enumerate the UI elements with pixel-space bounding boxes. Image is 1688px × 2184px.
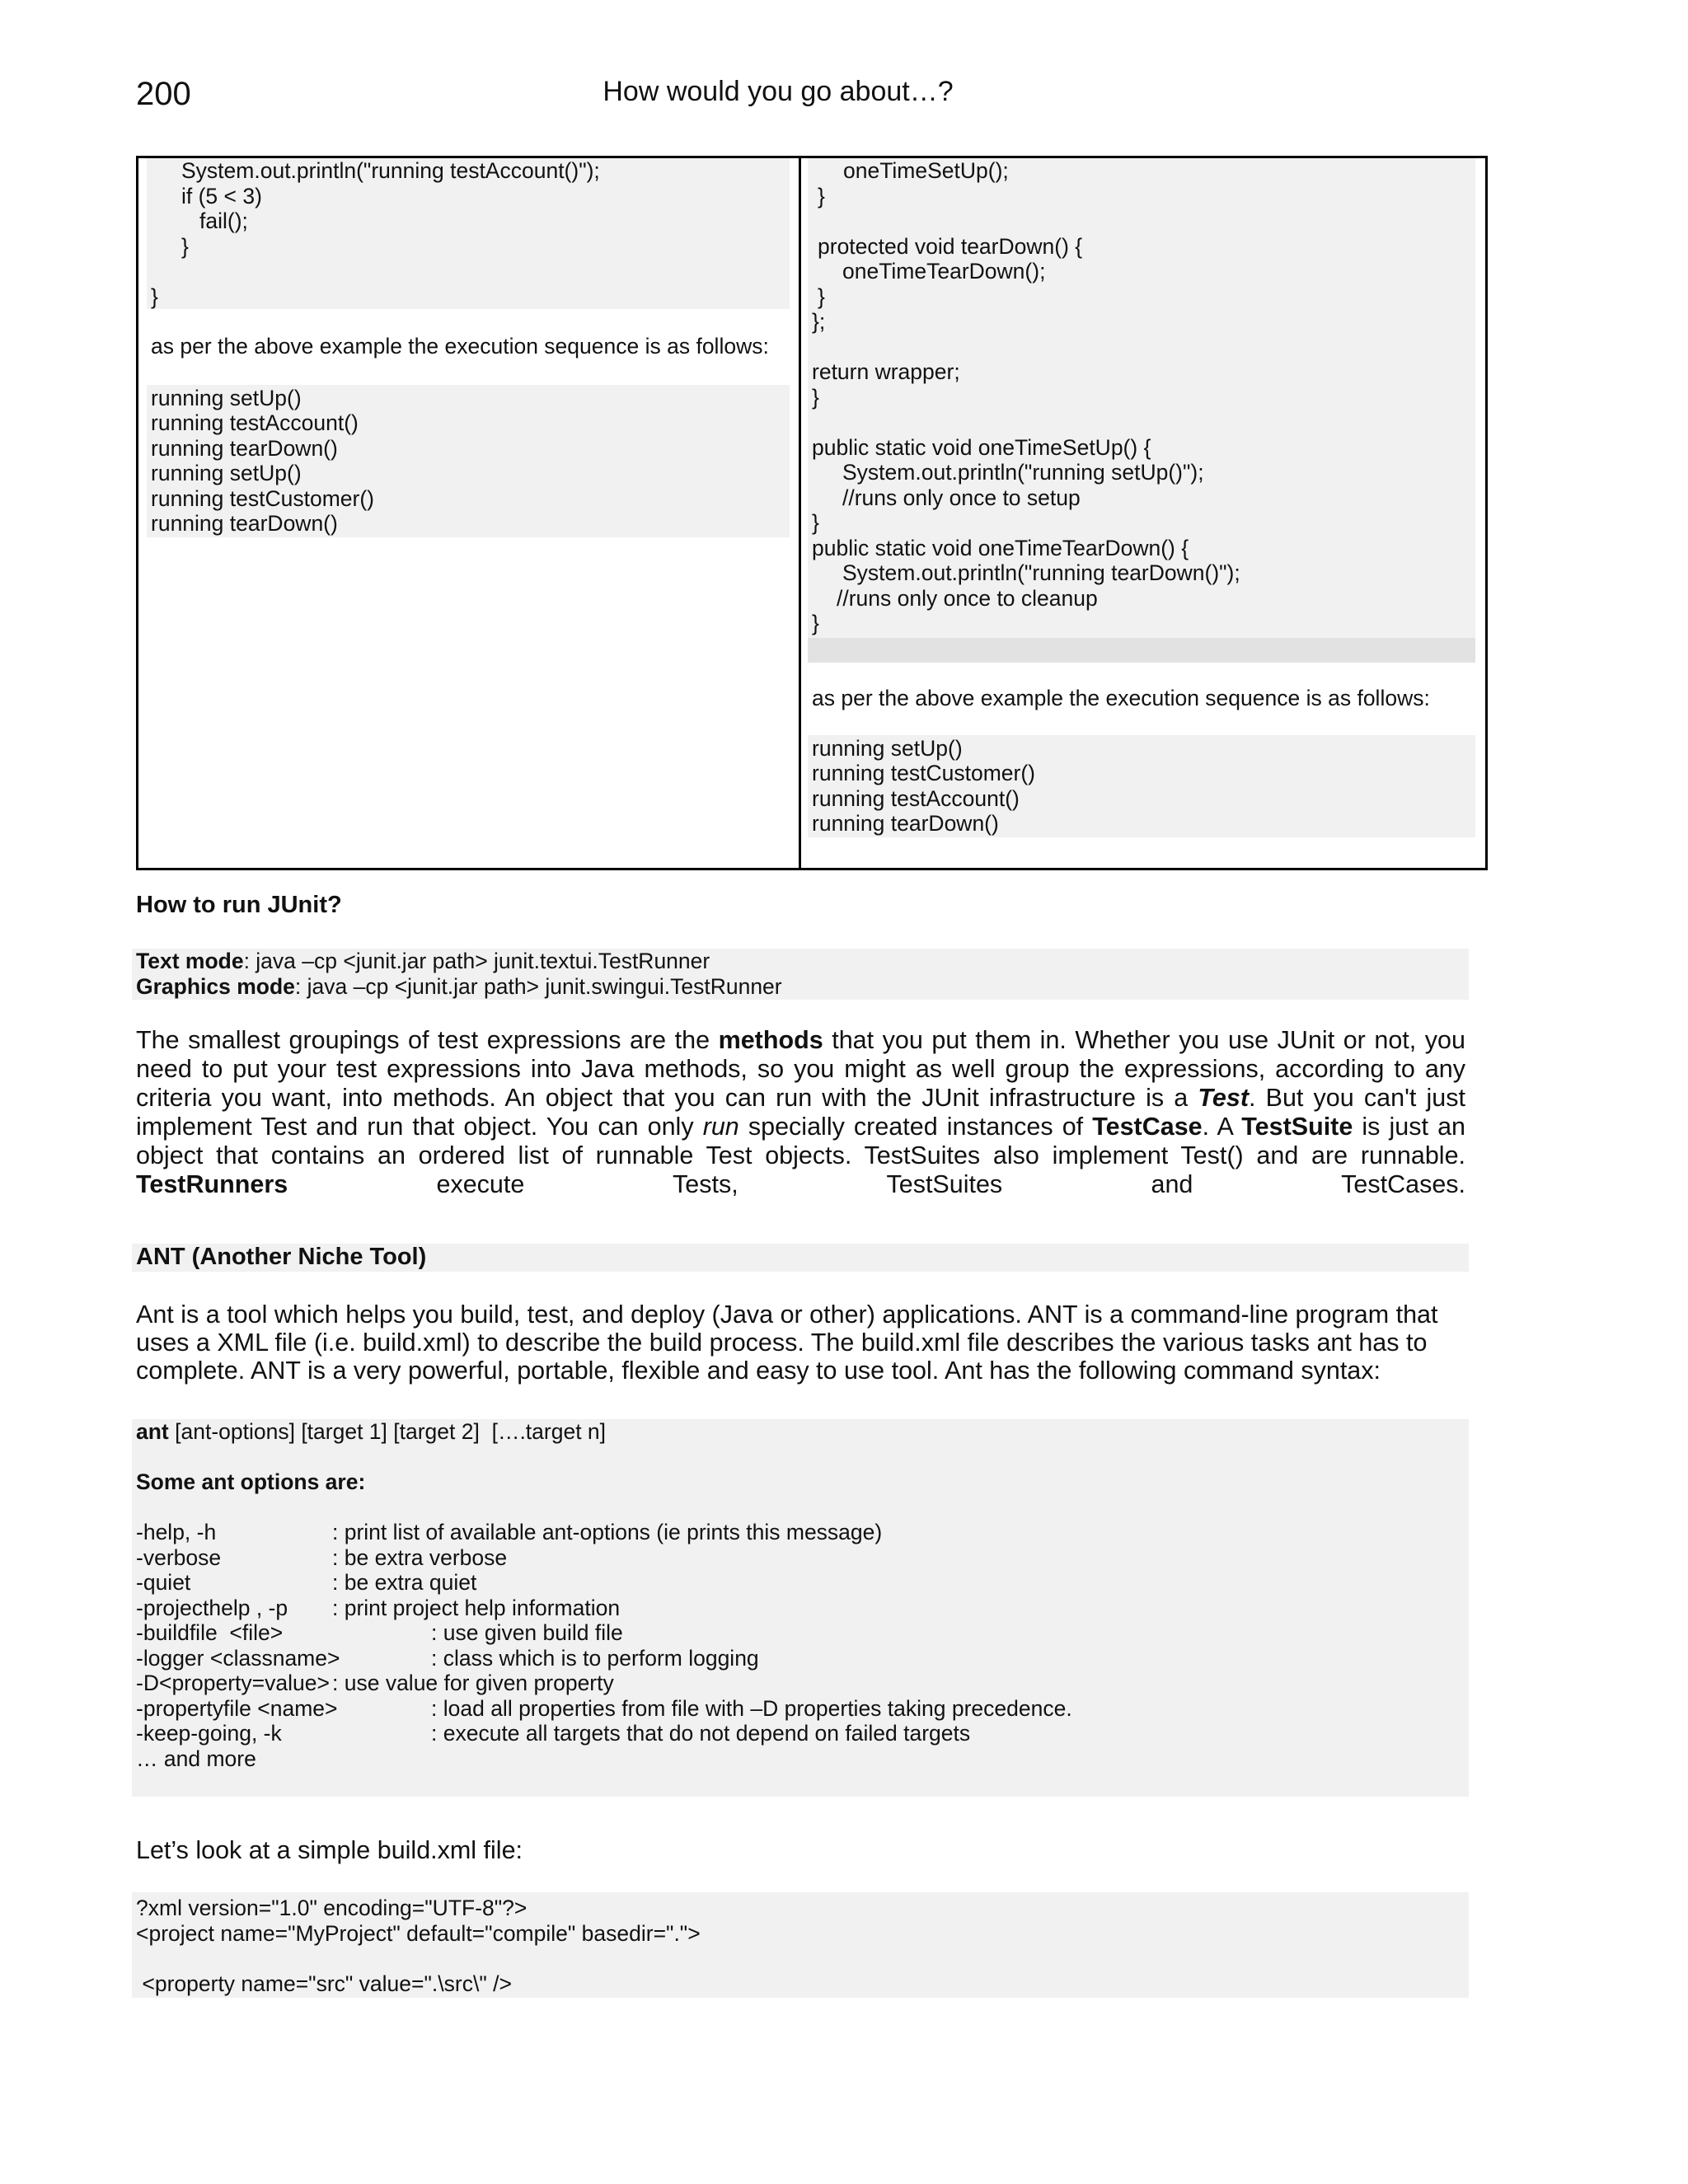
code-line: public static void oneTimeTearDown() {: [812, 536, 1189, 560]
paragraph-text: that you put them in. Whether you use JUnit or not, you need to put your test expressions into Java methods, so you might as well group the expressions, according to any criteria you want, into methods. An object that you can run with the JUnit infrastructure is a: [136, 1026, 1465, 1112]
test-paragraph: [136, 1026, 1465, 1199]
graphics-mode-line: [136, 974, 782, 1000]
right-code-block-end: [808, 638, 1475, 663]
buildxml-intro: Let’s look at a simple build.xml file:: [136, 1836, 523, 1864]
paragraph-italic: run: [702, 1113, 739, 1141]
option-name: -propertyfile <name>: [136, 1696, 338, 1721]
page-number: 200: [136, 76, 191, 112]
ant-intro-line: Ant is a tool which helps you build, test, and deploy (Java or other) applications. ANT is a command-line program that: [136, 1301, 1438, 1329]
sequence-line: running testCustomer(): [151, 486, 374, 511]
sequence-line: running setUp(): [151, 461, 302, 485]
sequence-line: running testCustomer(): [812, 761, 1035, 785]
paragraph-bold: TestCase: [1092, 1113, 1203, 1141]
text-mode-command: : java –cp <junit.jar path> junit.textui.TestRunner: [243, 949, 710, 973]
option-name: -buildfile <file>: [136, 1620, 284, 1645]
option-name: -keep-going, -k: [136, 1721, 282, 1746]
sequence-intro: as per the above example the execution sequence is as follows:: [151, 334, 769, 359]
paragraph-bold: TestSuite: [1241, 1113, 1353, 1141]
option-desc: : execute all targets that do not depend on failed targets: [431, 1721, 971, 1746]
code-line: System.out.println("running tearDown()");: [842, 560, 1240, 585]
option-desc: : print list of available ant-options (ie prints this message): [332, 1520, 883, 1544]
sequence-line: running tearDown(): [151, 511, 338, 536]
ant-syntax-args: [ant-options] [target 1] [target 2] [….target n]: [168, 1419, 607, 1444]
paragraph-text: . A: [1202, 1113, 1242, 1141]
option-name: -help, -h: [136, 1520, 217, 1544]
code-line: //runs only once to cleanup: [837, 586, 1098, 611]
sequence-line: running testAccount(): [151, 410, 359, 435]
code-line: //runs only once to setup: [842, 485, 1081, 510]
xml-line: ?xml version="1.0" encoding="UTF-8"?>: [136, 1896, 528, 1920]
paragraph-bold: TestRunners: [136, 1170, 288, 1198]
ant-intro-line: uses a XML file (i.e. build.xml) to describe the build process. The build.xml file describes the various tasks ant has to: [136, 1329, 1428, 1357]
page-title: How would you go about…?: [603, 76, 954, 107]
code-table: [136, 156, 1488, 870]
paragraph-text: The smallest groupings of test expressions are the: [136, 1026, 719, 1054]
ant-command: ant: [136, 1419, 169, 1444]
paragraph-bold: methods: [718, 1026, 823, 1054]
sequence-line: running setUp(): [151, 386, 302, 410]
sequence-intro: as per the above example the execution sequence is as follows:: [812, 686, 1430, 710]
paragraph-text: execute Tests, TestSuites and TestCases.: [288, 1170, 1465, 1198]
paragraph-bold-italic: Test: [1198, 1084, 1249, 1112]
graphics-mode-label: Graphics mode: [136, 974, 295, 999]
xml-line: <property name="src" value=".\src\" />: [136, 1971, 512, 1996]
code-line: }: [812, 510, 819, 535]
column-divider: [799, 158, 801, 868]
code-line: }: [812, 611, 819, 635]
code-line: }: [151, 284, 158, 309]
option-name: -logger <classname>: [136, 1646, 340, 1671]
sequence-line: running tearDown(): [151, 436, 338, 461]
option-name: -D<property=value>: [136, 1671, 330, 1695]
code-line: System.out.println("running setUp()");: [842, 460, 1204, 485]
code-line: System.out.println("running testAccount()");: [181, 158, 600, 183]
sequence-line: running setUp(): [812, 736, 963, 761]
code-line: public static void oneTimeSetUp() {: [812, 435, 1151, 460]
code-line: fail();: [199, 209, 248, 233]
ant-options-heading: Some ant options are:: [136, 1469, 366, 1494]
xml-line: <project name="MyProject" default="compile" basedir=".">: [136, 1921, 701, 1946]
option-desc: : use value for given property: [332, 1671, 614, 1695]
paragraph-text: is just an object that contains an ordered list of runnable Test objects. TestSuites also implement Test() and are runnable.: [136, 1113, 1466, 1169]
paragraph-text: specially created instances of: [738, 1113, 1093, 1141]
ant-syntax: [136, 1419, 606, 1445]
sequence-line: running tearDown(): [812, 811, 999, 836]
code-line: }: [181, 234, 189, 259]
code-line: };: [812, 309, 826, 334]
option-desc: : class which is to perform logging: [431, 1646, 759, 1671]
option-desc: : load all properties from file with –D properties taking precedence.: [431, 1696, 1072, 1721]
code-line: }: [818, 184, 825, 209]
options-more: … and more: [136, 1746, 256, 1771]
option-desc: : use given build file: [431, 1620, 623, 1645]
option-name: -quiet: [136, 1570, 191, 1595]
text-mode-line: [136, 949, 710, 974]
code-line: }: [818, 284, 825, 309]
option-desc: : be extra quiet: [332, 1570, 477, 1595]
option-desc: : print project help information: [332, 1596, 621, 1620]
junit-heading: How to run JUnit?: [136, 892, 342, 918]
option-desc: : be extra verbose: [332, 1545, 508, 1570]
code-line: return wrapper;: [812, 359, 960, 384]
code-line: }: [812, 385, 819, 410]
graphics-mode-command: : java –cp <junit.jar path> junit.swingui.TestRunner: [294, 974, 782, 999]
code-line: oneTimeTearDown();: [842, 259, 1046, 284]
text-mode-label: Text mode: [136, 949, 244, 973]
paragraph-text: . But you can't just implement Test and run that object. You can only: [136, 1084, 1465, 1141]
sequence-line: running testAccount(): [812, 786, 1020, 811]
option-name: -verbose: [136, 1545, 222, 1570]
code-line: protected void tearDown() {: [818, 234, 1083, 259]
ant-intro-line: complete. ANT is a very powerful, portable, flexible and easy to use tool. Ant has the following command syntax:: [136, 1357, 1381, 1385]
ant-heading: ANT (Another Niche Tool): [136, 1244, 427, 1270]
code-line: oneTimeSetUp();: [843, 158, 1009, 183]
option-name: -projecthelp , -p: [136, 1596, 288, 1620]
code-line: if (5 < 3): [181, 184, 262, 209]
